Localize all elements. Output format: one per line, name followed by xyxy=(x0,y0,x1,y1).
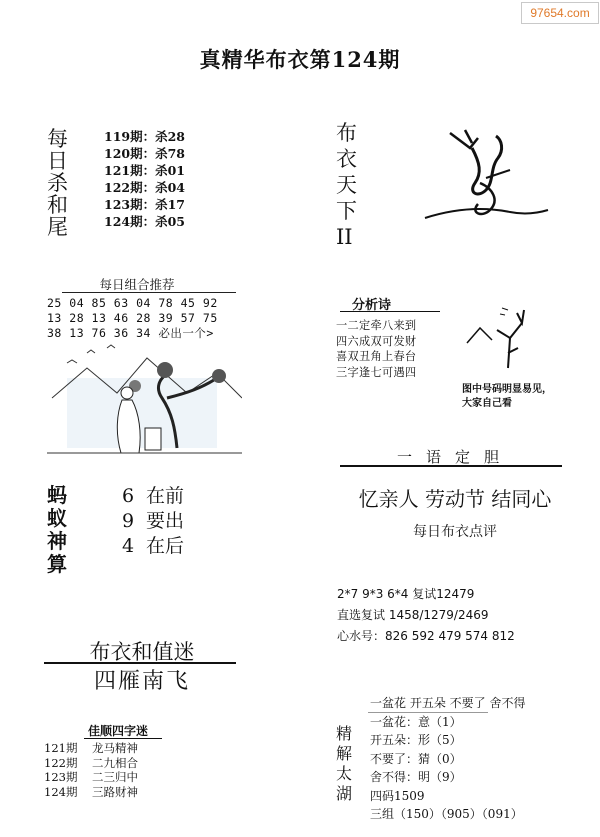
poem-title: 分析诗 xyxy=(352,298,392,313)
tail-kill-row: 124期：杀05 xyxy=(104,214,185,229)
four-word-text: 二三归中 xyxy=(92,770,138,784)
dancing-figure-sketch-icon xyxy=(420,118,550,228)
ant-god-number: 4 xyxy=(122,535,135,557)
ant-god-text: 在后 xyxy=(146,535,185,557)
buyi-tianxia-char: 下 xyxy=(336,199,357,223)
ant-god-number: 6 xyxy=(122,485,135,507)
poem-line: 四六成双可发财 xyxy=(336,334,417,348)
lake-row: 一盆花：意（1） xyxy=(370,714,462,729)
riddle-title: 布衣和值迷 xyxy=(89,640,195,664)
ant-god-title-char: 算 xyxy=(47,552,67,576)
buyi-tianxia-char: 衣 xyxy=(336,147,357,171)
four-word-rows xyxy=(44,741,138,799)
lake-row: 一盆花 开五朵 不要了 舍不得 xyxy=(370,696,526,710)
lake-title-char: 解 xyxy=(336,744,353,763)
tail-kill-title-char: 和 xyxy=(47,193,68,217)
four-word-text: 龙马精神 xyxy=(92,741,138,755)
lake-row: 开五朵：形（5） xyxy=(370,733,462,747)
ant-god-number: 9 xyxy=(122,510,135,532)
site-watermark: 97654.com xyxy=(521,2,599,24)
poem-line: 一二定牵八来到 xyxy=(336,319,417,332)
four-word-period: 122期 xyxy=(44,755,78,770)
lake-title-char: 精 xyxy=(336,724,353,743)
combo-title: 每日组合推荐 xyxy=(99,277,175,292)
tail-kill-title-char: 日 xyxy=(47,149,68,173)
poem-lines xyxy=(336,318,416,380)
yiyu-title: 一语定胆 xyxy=(396,448,513,466)
mountain-tree-lady-illustration-icon xyxy=(47,338,242,458)
poem-note xyxy=(462,383,552,411)
tail-kill-title-char: 杀 xyxy=(47,171,68,195)
tail-kill-row: 121期：杀01 xyxy=(104,163,185,178)
poem-line: 三字逢七可遇四 xyxy=(336,365,417,379)
yiyu-text: 忆亲人 劳动节 结同心 xyxy=(358,487,552,511)
lake-row: 四码1509 xyxy=(370,788,425,803)
combo-row: 13 28 13 46 28 39 57 75 xyxy=(47,311,218,325)
ant-god-text: 要出 xyxy=(146,510,185,532)
tail-kill-row: 120期：杀78 xyxy=(104,146,185,161)
tail-kill-title xyxy=(47,128,75,238)
tail-kill-row: 119期：杀28 xyxy=(104,129,185,144)
lake-title-char: 湖 xyxy=(336,784,353,803)
lake-row: 舍不得：明（9） xyxy=(370,770,462,784)
ant-god-row xyxy=(122,534,184,559)
lake-title-char: 太 xyxy=(336,764,353,783)
poem-line: 喜双丑角上春台 xyxy=(336,350,417,363)
poem-note-line: 大家自己看 xyxy=(462,398,512,409)
ant-god-title xyxy=(47,484,71,576)
number-picks xyxy=(337,584,515,647)
daily-comment-title: 每日布衣点评 xyxy=(413,524,497,540)
page-title: 真精华布衣第124期 xyxy=(199,47,401,72)
four-word-text: 二九相合 xyxy=(92,755,138,770)
combo-divider xyxy=(62,292,236,293)
lake-title xyxy=(336,724,356,804)
yiyu-divider xyxy=(340,465,562,467)
combo-row: 38 13 76 36 34 必出一个> xyxy=(47,326,214,340)
lake-row: 三组（150）（905）（091） xyxy=(370,807,523,821)
ant-god-row xyxy=(122,484,184,509)
buyi-tianxia-title xyxy=(336,120,362,250)
four-word-row xyxy=(44,770,138,785)
number-picks-line: 2*7 9*3 6*4 复试12479 xyxy=(337,587,475,601)
tail-kill-row: 123期：杀17 xyxy=(104,197,185,212)
four-word-text: 三路财神 xyxy=(92,784,138,799)
buyi-tianxia-char: 天 xyxy=(336,173,357,197)
tail-kill-list xyxy=(104,128,185,230)
tail-kill-row: 122期：杀04 xyxy=(104,180,185,195)
ant-god-title-char: 蚂 xyxy=(47,483,67,507)
four-word-period: 121期 xyxy=(44,741,78,755)
buyi-tianxia-char: II xyxy=(336,225,353,249)
four-word-period: 123期 xyxy=(44,770,78,784)
four-word-row xyxy=(44,756,138,771)
tail-kill-title-char: 尾 xyxy=(47,215,68,239)
buyi-tianxia-char: 布 xyxy=(336,121,357,145)
poem-divider xyxy=(340,311,440,312)
number-picks-line: 心水号：826 592 479 574 812 xyxy=(337,629,515,643)
ant-god-row xyxy=(122,509,184,534)
four-word-row xyxy=(44,741,138,756)
number-picks-line: 直选复试 1458/1279/2469 xyxy=(337,608,489,622)
riddle-answer: 四雁南飞 xyxy=(93,669,190,694)
ant-god-text: 在前 xyxy=(146,485,185,507)
tail-kill-title-char: 每 xyxy=(47,127,68,151)
combo-row: 25 04 85 63 04 78 45 92 xyxy=(47,296,218,310)
four-word-title: 佳顺四字迷 xyxy=(88,724,149,738)
ant-god-rows xyxy=(122,484,184,559)
ant-god-title-char: 神 xyxy=(47,529,67,553)
four-word-period: 124期 xyxy=(44,784,78,799)
figure-sketch-icon xyxy=(462,298,542,378)
combo-rows xyxy=(47,296,218,341)
lake-row: 不要了：猜（0） xyxy=(370,751,462,766)
four-word-divider xyxy=(84,738,162,739)
poem-note-line: 图中号码明显易见， xyxy=(462,384,552,395)
four-word-row xyxy=(44,785,138,800)
ant-god-title-char: 蚁 xyxy=(47,506,67,530)
lake-rows xyxy=(370,694,525,824)
